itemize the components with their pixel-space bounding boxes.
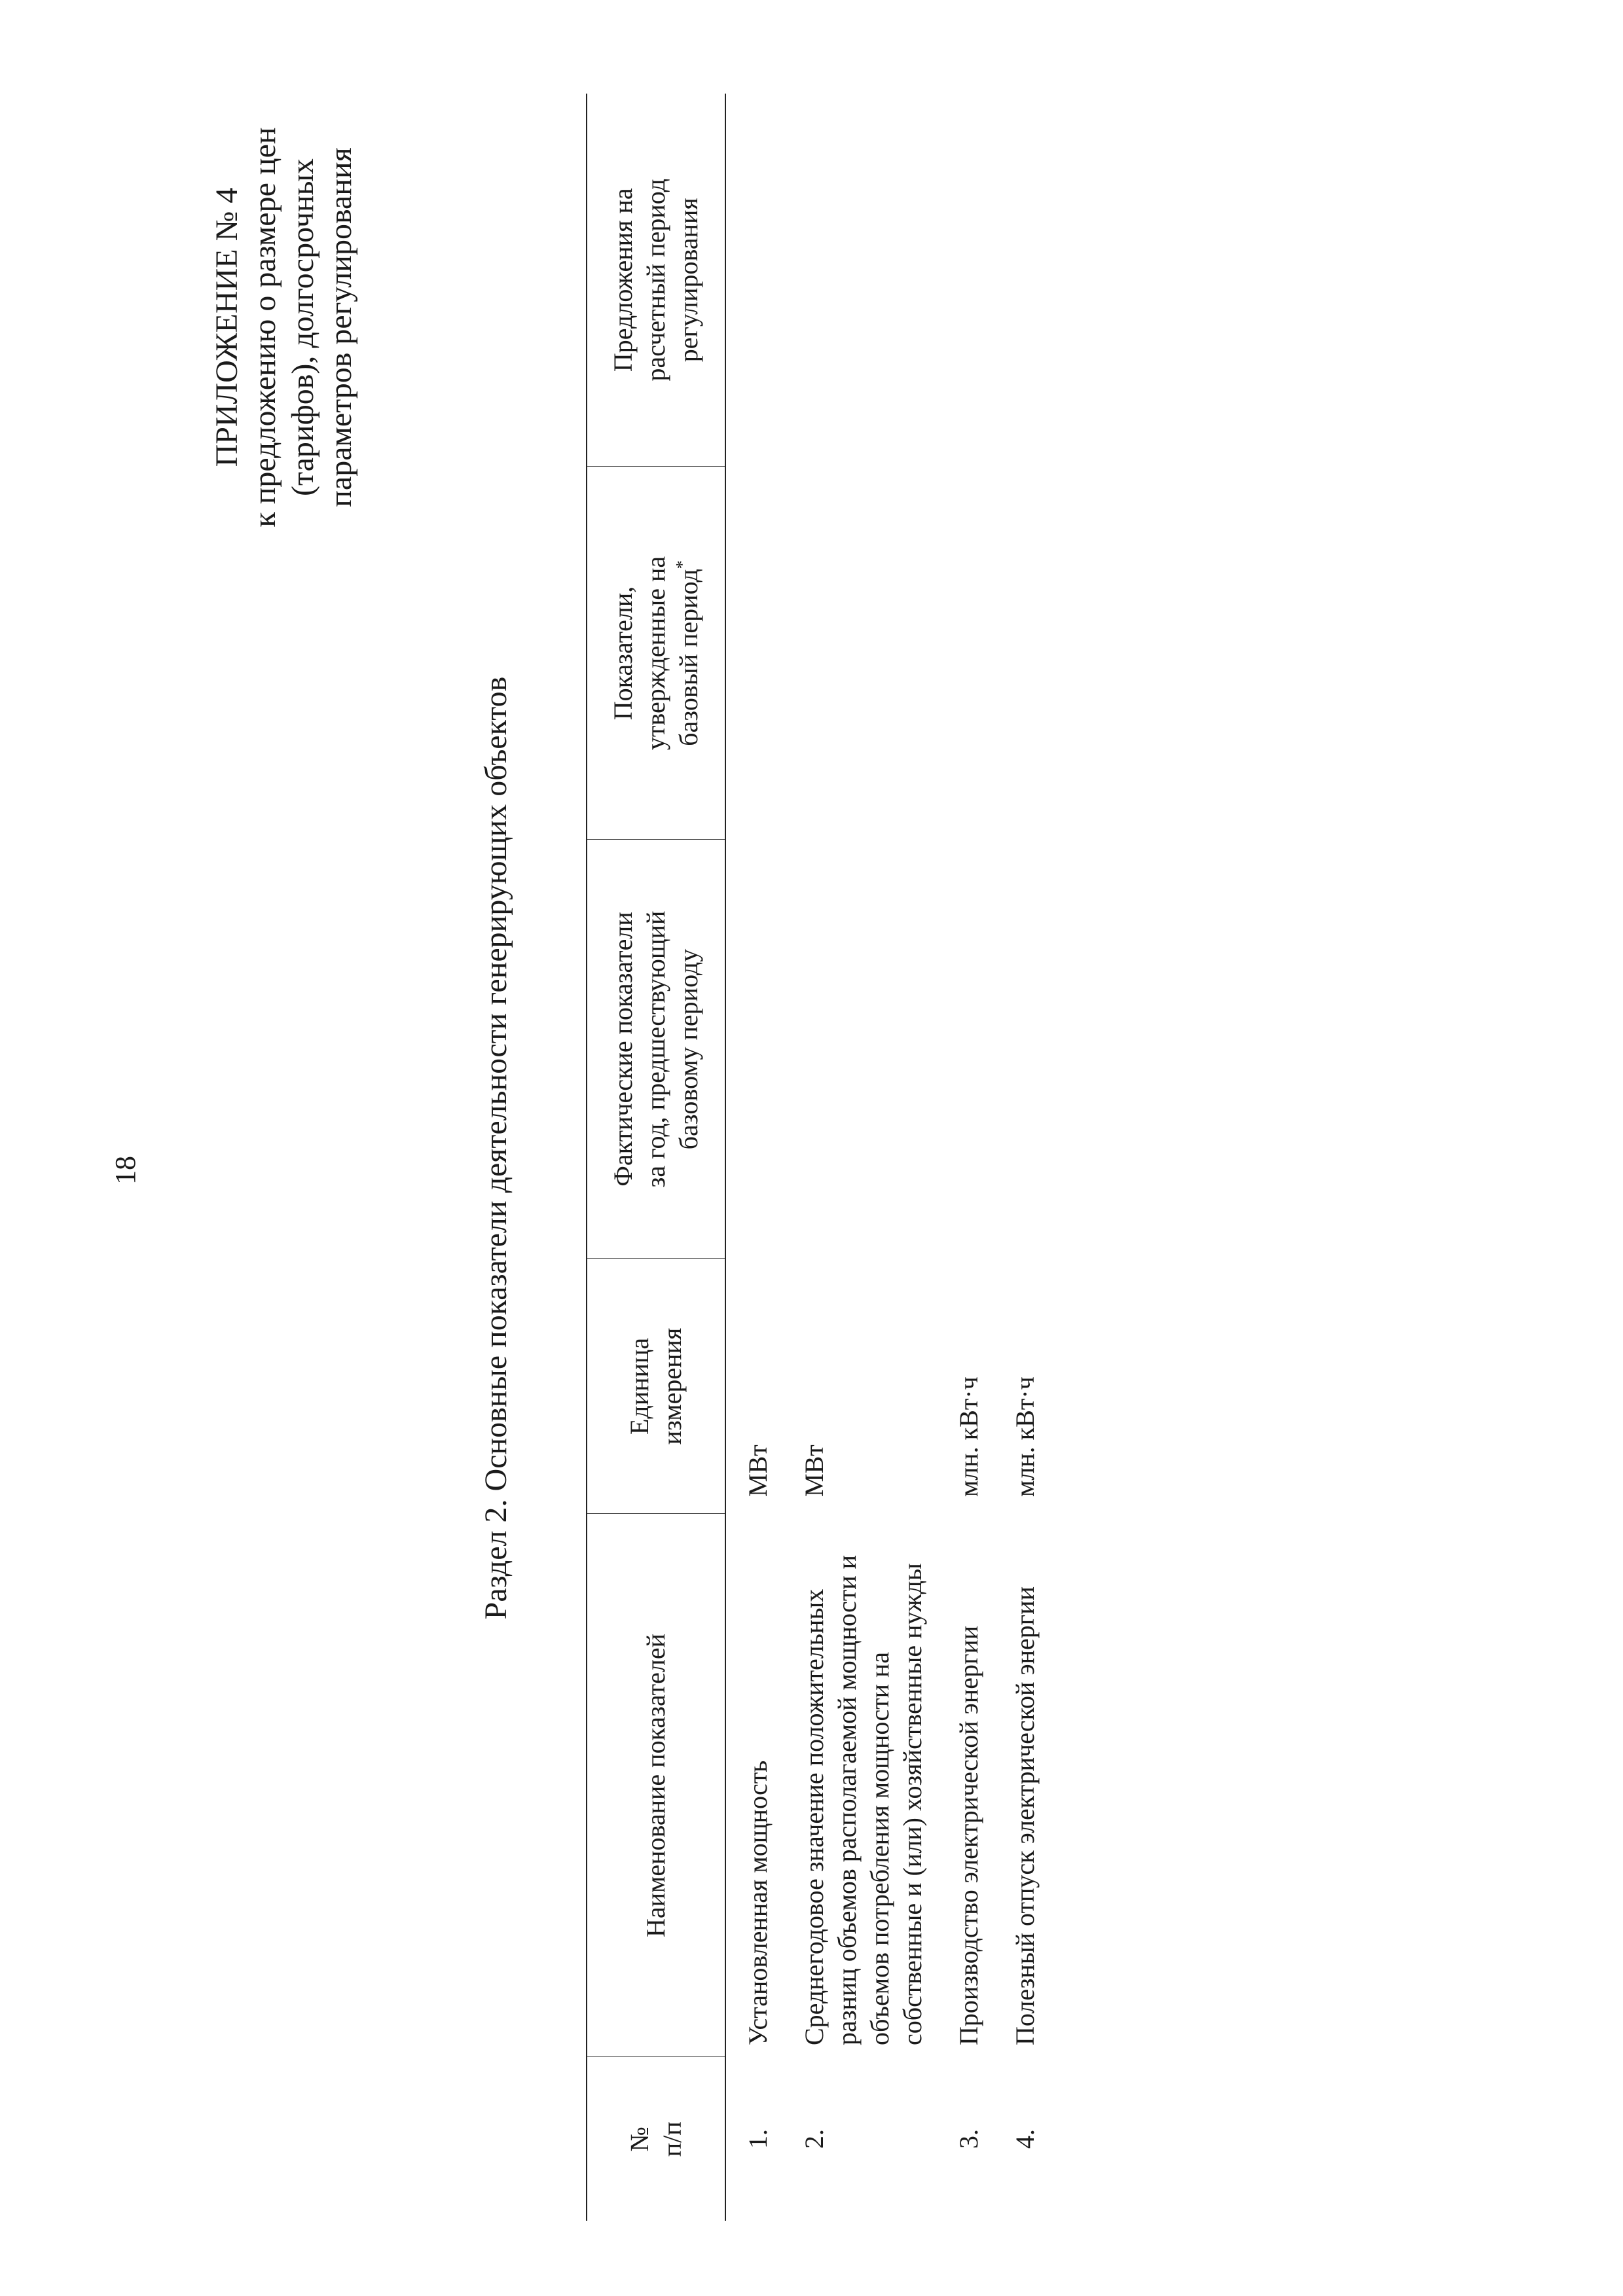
appendix-subtitle-line: к предложению о размере цен: [247, 127, 282, 528]
row-approved: [782, 467, 937, 840]
row-approved: [725, 467, 782, 840]
row-proposed: [725, 94, 782, 467]
header-fact: Фактические показатели за год, предшествующий базовому периоду: [587, 840, 725, 1259]
row-proposed: [782, 94, 937, 467]
row-name: Производство электрической энергии: [954, 1625, 983, 2045]
appendix-header: [208, 65, 360, 589]
row-unit: МВт: [743, 1444, 773, 1497]
header-unit: Единица измерения: [587, 1259, 725, 1514]
table-row: [993, 94, 1049, 2221]
row-fact: [782, 840, 937, 1259]
table-row: [725, 94, 782, 2221]
row-num: 2.: [799, 2129, 829, 2149]
header-approved: Показатели, утвержденные на базовый период*: [587, 467, 725, 840]
row-num: 4.: [1010, 2129, 1040, 2149]
header-num: № п/п: [587, 2057, 725, 2221]
header-approved-line: базовый период: [674, 569, 703, 746]
row-proposed: [937, 94, 993, 467]
table-row: [937, 94, 993, 2221]
row-approved: [937, 467, 993, 840]
row-unit: млн. кВт·ч: [1010, 1376, 1040, 1497]
row-unit: млн. кВт·ч: [954, 1376, 983, 1497]
row-name: Установленная мощность: [743, 1760, 773, 2045]
row-fact: [937, 840, 993, 1259]
row-unit: МВт: [799, 1444, 829, 1497]
row-name: Полезный отпуск электрической энергии: [1010, 1586, 1040, 2045]
table-row: [782, 94, 937, 2221]
row-proposed: [993, 94, 1049, 467]
row-fact: [725, 840, 782, 1259]
row-fact: [993, 840, 1049, 1259]
appendix-title: ПРИЛОЖЕНИЕ № 4: [210, 187, 244, 467]
table-header-row: [587, 94, 725, 2221]
row-num: 3.: [954, 2129, 983, 2149]
appendix-subtitle-line: параметров регулирования: [323, 147, 358, 507]
header-proposed: Предложения на расчетный период регулирования: [587, 94, 725, 467]
indicators-table: [586, 94, 1049, 2221]
appendix-subtitle-line: (тарифов), долгосрочных: [285, 158, 320, 496]
row-num: 1.: [743, 2129, 773, 2149]
page-number: 18: [109, 1156, 141, 1185]
section-title: Раздел 2. Основные показатели деятельности генерирующих объектов: [479, 676, 513, 1620]
row-name: Среднегодовое значение положительных разниц объемов располагаемой мощности и объемов потребления мощности на собственные и (или) хозяйственные нужды: [799, 1554, 927, 2045]
header-name: Наименование показателей: [587, 1514, 725, 2057]
row-approved: [993, 467, 1049, 840]
footnote-mark: *: [672, 560, 692, 569]
